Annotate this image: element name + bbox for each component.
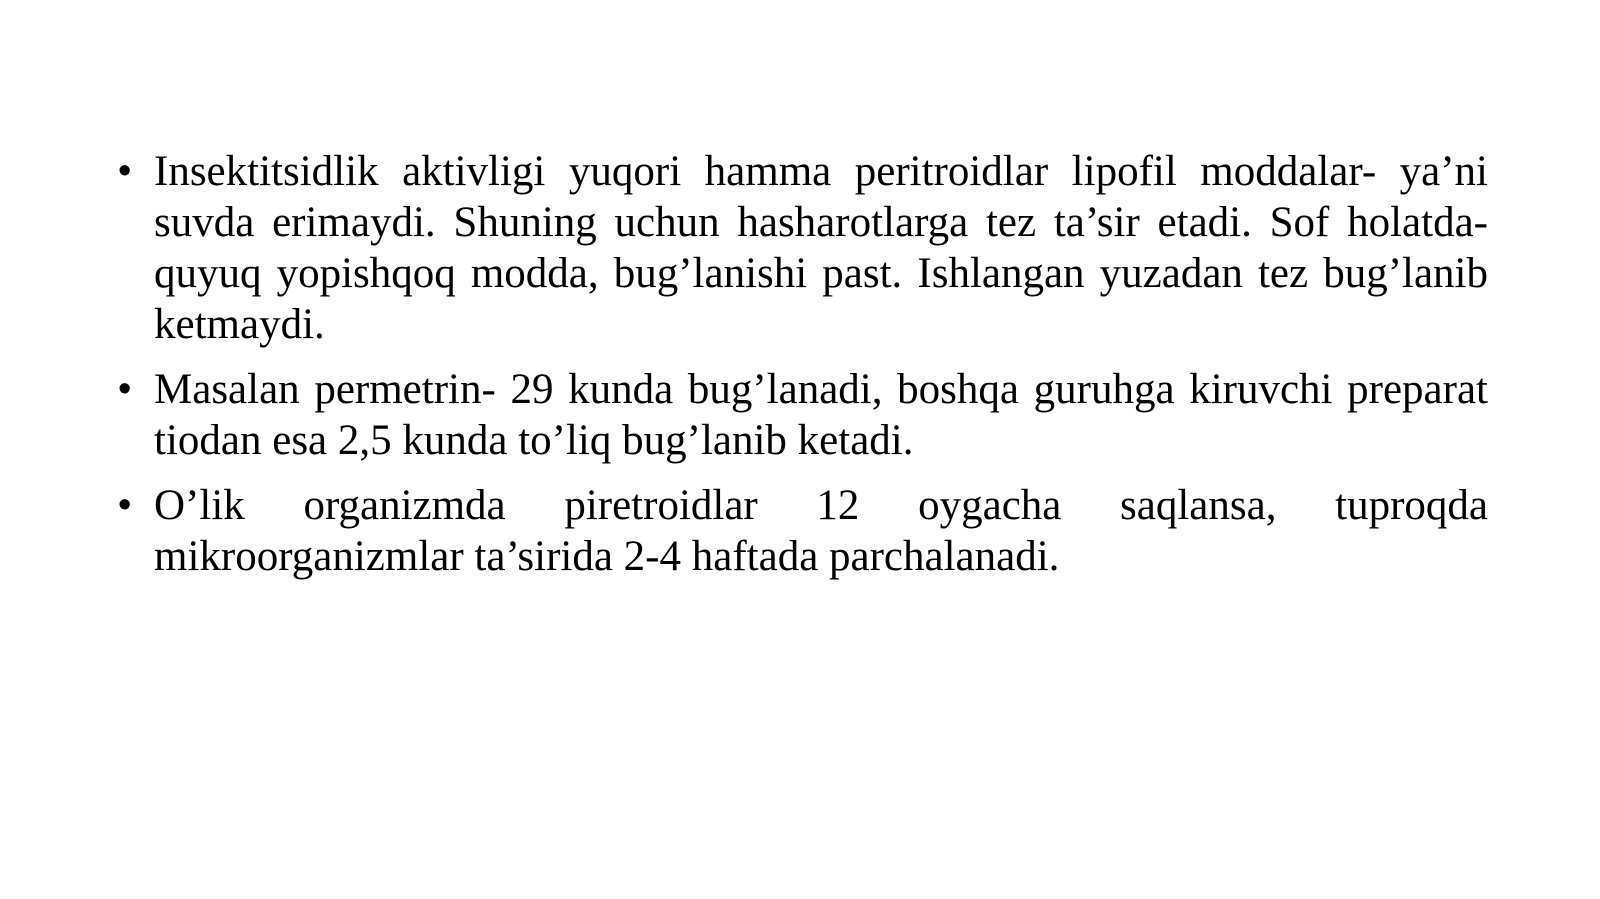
slide-body (118, 146, 1488, 596)
bullet-text-1: Insektitsidlik aktivligi yuqori hamma peritroidlar lipofil moddalar- ya’ni suvda erimaydi. Shuning uchun hasharotlarga tez ta’sir etadi. Sof holatda- quyuq yopishqoq modda, bug’lanishi past. Ishlangan yuzadan tez bug’lanib ketmaydi. (154, 148, 1488, 348)
bullet-item-2 (118, 364, 1488, 466)
bullet-list (118, 146, 1488, 582)
bullet-item-1 (118, 146, 1488, 350)
bullet-dot-icon: • (118, 368, 132, 410)
bullet-text-3: O’lik organizmda piretroidlar 12 oygacha saqlansa, tuproqda mikroorganizmlar ta’sirida 2-4 haftada parchalanadi. (154, 482, 1488, 580)
bullet-dot-icon: • (118, 484, 132, 526)
bullet-dot-icon: • (118, 150, 132, 192)
bullet-text-2: Masalan permetrin- 29 kunda bug’lanadi, boshqa guruhga kiruvchi preparat tiodan esa 2,5 kunda to’liq bug’lanib ketadi. (154, 366, 1488, 464)
bullet-item-3 (118, 480, 1488, 582)
